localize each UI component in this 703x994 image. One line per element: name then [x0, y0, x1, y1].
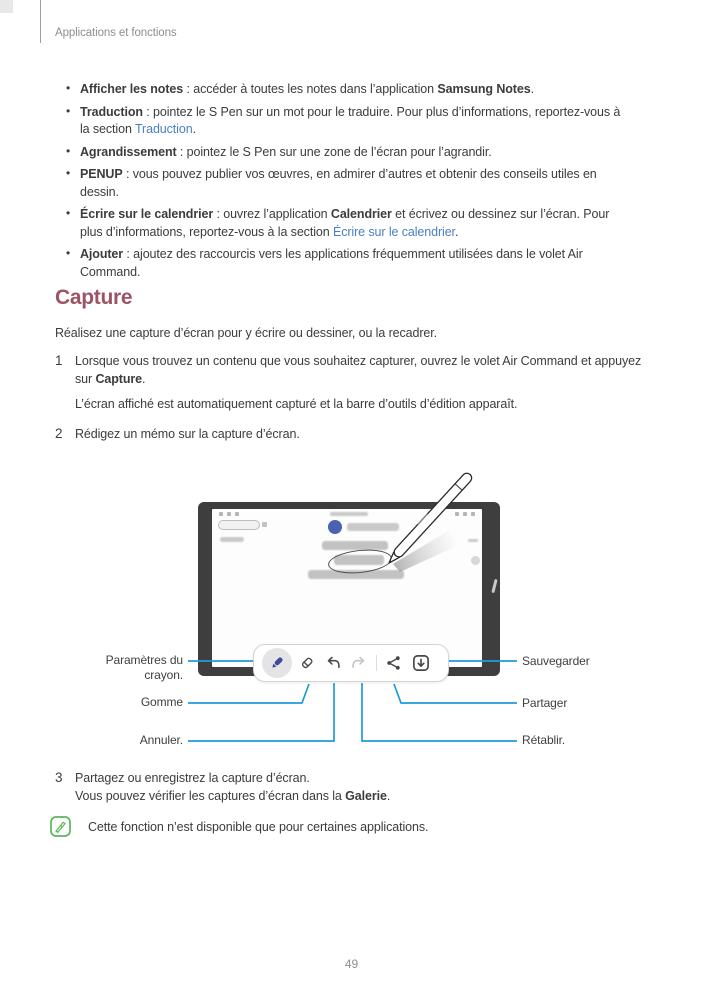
step-text [75, 770, 655, 806]
undo-button[interactable] [324, 654, 342, 672]
traduction-link[interactable]: Traduction [134, 122, 193, 136]
step-1 [55, 353, 655, 414]
step-number: 2 [55, 426, 63, 441]
share-button[interactable] [385, 654, 403, 672]
undo-icon [324, 654, 342, 672]
callout-line-share [394, 684, 517, 703]
step-number: 3 [55, 770, 63, 785]
bullet-text: . [454, 224, 459, 239]
step-subtext: L’écran affiché est automatiquement capturé et la barre d’outils d’édition apparaît. [75, 397, 518, 411]
browser-menu-icon [471, 512, 475, 516]
browser-forward-icon [227, 512, 231, 516]
running-header: Applications et fonctions [55, 27, 177, 39]
corner-decoration [0, 0, 13, 13]
step-bold-label: Capture [95, 371, 142, 386]
bullet-text: . [192, 122, 196, 136]
callout-redo: Rétablir. [522, 733, 566, 747]
share-icon [385, 654, 403, 672]
eraser-icon [298, 654, 316, 672]
callout-undo: Annuler. [139, 733, 183, 747]
callout-save: Sauvegarder [522, 654, 590, 668]
bullet-bold-label: Calendrier [330, 207, 392, 221]
note-pen-icon [50, 816, 71, 837]
bookmark-blur [220, 537, 244, 542]
step-text-segment: . [141, 371, 146, 386]
bullet-penup [55, 166, 633, 201]
browser-tab-title [330, 512, 368, 516]
step-3 [55, 770, 655, 806]
save-button[interactable] [411, 653, 431, 673]
callout-eraser: Gomme [140, 695, 183, 709]
smart-switch-logo [328, 520, 342, 534]
page-number: 49 [344, 957, 359, 971]
step-number: 1 [55, 353, 63, 368]
redo-icon [350, 654, 368, 672]
redo-button[interactable] [350, 654, 368, 672]
bullet-ecrire-calendrier [55, 206, 633, 241]
bullet-agrandissement [55, 144, 633, 162]
step-subtext [75, 788, 655, 806]
header-divider [40, 0, 41, 43]
section-title: Capture [55, 286, 133, 309]
step-text-segment: Partagez ou enregistrez la capture d’écran. [75, 771, 310, 785]
eraser-button[interactable] [298, 654, 316, 672]
callout-share: Partager [522, 696, 568, 710]
screen-text-blur-line1 [322, 541, 388, 550]
browser-back-icon [219, 512, 223, 516]
bullet-text: . [530, 82, 534, 96]
step-text-segment: Lorsque vous trouvez un contenu que vous souhaitez capturer, ouvrez le volet Air Command et appuyez sur [75, 354, 642, 386]
bullet-bold-label: Ajouter [80, 247, 124, 261]
feature-bullet-list [55, 81, 633, 286]
toolbar-divider [376, 655, 377, 671]
browser-menu-icon [455, 512, 459, 516]
ecrire-calendrier-link[interactable]: Écrire sur le calendrier [332, 224, 455, 239]
bullet-traduction [55, 104, 633, 139]
bullet-bold-label: PENUP [80, 167, 123, 181]
floating-handle [471, 556, 480, 565]
step-2 [55, 426, 655, 444]
smart-switch-title-blur [347, 523, 399, 531]
note-text: Cette fonction n’est disponible que pour certaines applications. [88, 820, 429, 834]
step-bold-label: Galerie [345, 789, 387, 803]
edit-toolbar [253, 644, 449, 682]
callout-line-eraser [188, 684, 309, 703]
pen-settings-icon [268, 654, 286, 672]
bullet-text: : ouvrez l’application [213, 207, 331, 221]
step-text-segment: Vous pouvez vérifier les captures d’écran dans la [75, 789, 346, 803]
step-text [75, 353, 655, 414]
new-tab-icon [262, 522, 267, 527]
bullet-ajouter [55, 246, 633, 281]
browser-address-bar [218, 520, 260, 530]
bullet-text: : accéder à toutes les notes dans l’application [183, 82, 438, 96]
bullet-text: : pointez le S Pen sur un mot pour le traduire. Pour plus d’informations, reportez-vous à la section [80, 104, 621, 136]
browser-menu-icon [463, 512, 467, 516]
callout-text: Paramètres du [105, 653, 183, 667]
bullet-bold-label: Afficher les notes [80, 82, 184, 96]
bullet-bold-label: Agrandissement [80, 144, 177, 159]
bullet-text: : vous pouvez publier vos œuvres, en admirer d’autres et obtenir des conseils utiles en dessin. [80, 167, 597, 199]
bullet-afficher-les-notes [55, 81, 633, 99]
bullet-bold-label: Traduction [80, 104, 143, 119]
step-text: Rédigez un mémo sur la capture d’écran. [75, 427, 300, 441]
save-icon [411, 653, 431, 673]
bullet-text: et écrivez ou dessinez sur l’écran. Pour plus d’informations, reportez-vous à la section [80, 207, 610, 239]
callout-text: crayon. [144, 668, 183, 682]
bullet-bold-label: Samsung Notes [437, 82, 531, 96]
callout-line-redo [362, 683, 517, 741]
bullet-text: : ajoutez des raccourcis vers les applications fréquemment utilisées dans le volet Air Command. [80, 247, 583, 279]
pen-settings-button[interactable] [262, 648, 292, 678]
section-intro: Réalisez une capture d’écran pour y écrire ou dessiner, ou la recadrer. [55, 326, 438, 340]
screen-blur-detail [468, 539, 478, 542]
step-text-segment: . [386, 789, 391, 803]
callout-line-undo [188, 683, 334, 741]
browser-home-icon [235, 512, 239, 516]
bullet-bold-label: Écrire sur le calendrier [80, 207, 214, 221]
callout-pen-settings [98, 653, 183, 683]
bullet-text: : pointez le S Pen sur une zone de l’écran pour l’agrandir. [176, 144, 492, 159]
